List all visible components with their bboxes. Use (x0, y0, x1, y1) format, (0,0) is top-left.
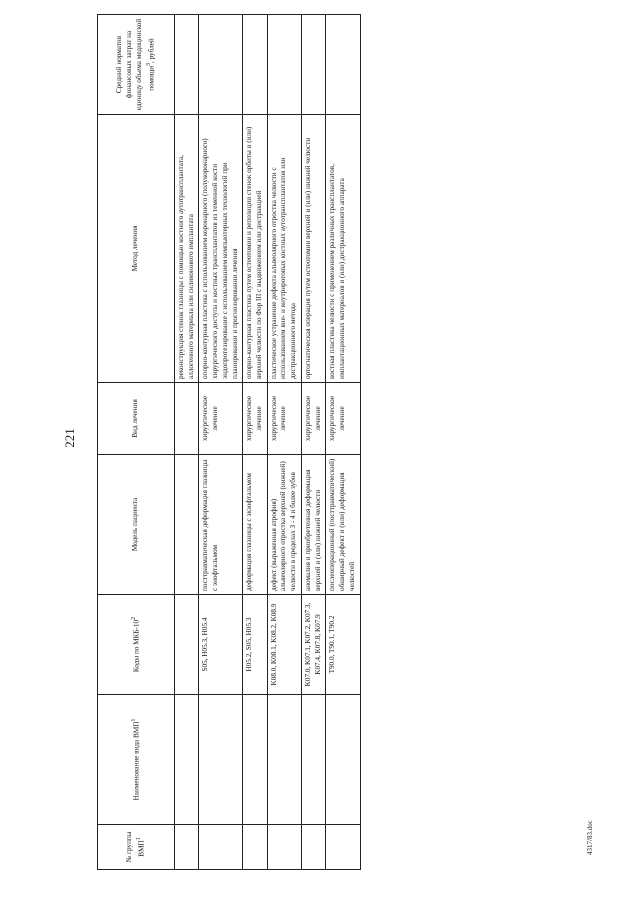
treatment-type: хирургическое лечение (301, 383, 325, 455)
patient-model: деформация глазницы с экзофтальмом (243, 455, 267, 595)
icd-codes: K07.0, K07.1, K07.2, K07.3, K07.4, K07.8, K07.9 (301, 595, 325, 695)
treatment-method: реконструкция стенок глазницы с помощью костного аутотрансплантата, аллогенного материала или силиконового имплантата (175, 115, 199, 383)
icd-codes: K08.0, K08.1, K08.2, K08.9 (267, 595, 301, 695)
treatment-method: пластическое устранение дефекта альвеолярного отростка челюсти с использованием вне- и внутриротовых костных аутотрансплантатов или дистракционного метода (267, 115, 301, 383)
col-method-header: Метод лечения (98, 115, 175, 383)
patient-model: аномалия и приобретенная деформация верхней и (или) нижней челюсти (301, 455, 325, 595)
table-row (175, 15, 199, 870)
table-row (199, 15, 243, 870)
table-row (326, 15, 360, 870)
icd-codes: S05, H05.3, H05.4 (199, 595, 243, 695)
treatment-type: хирургическое лечение (267, 383, 301, 455)
col-type-header: Вид лечения (98, 383, 175, 455)
icd-codes: T90.0, T90.1, T90.2 (326, 595, 360, 695)
document-code: 4317/83.doc (586, 820, 594, 855)
icd-codes: H05.2, S05, H05.3 (243, 595, 267, 695)
col-codes-header: Коды по МКБ-$10^2$ (98, 595, 175, 695)
col-group-header: № группы ВМП$^1$ (98, 825, 175, 870)
treatment-type: хирургическое лечение (199, 383, 243, 455)
treatment-method: костная пластика челюсти с применением различных трансплантатов, имплантационных материалов и (или) дистракционного аппарата (326, 115, 360, 383)
patient-model: дефект (выраженная атрофия) альвеолярного отростка верхней (нижней) челюсти в пределах 3 - 4 и более зубов (267, 455, 301, 595)
treatment-type: хирургическое лечение (243, 383, 267, 455)
col-model-header: Модель пациента (98, 455, 175, 595)
patient-model: послеоперационный (посттравматический) обширный дефект и (или) деформация челюстей (326, 455, 360, 595)
table-row (301, 15, 325, 870)
table-row (243, 15, 267, 870)
table-row (267, 15, 301, 870)
patient-model (175, 455, 199, 595)
icd-codes (175, 595, 199, 695)
patient-model: посттравматическая деформация глазницы с энофтальмом (199, 455, 243, 595)
page-number: 221 (62, 428, 77, 448)
treatment-type (175, 383, 199, 455)
col-name-header: Наименование вида ВМП$^1$ (98, 695, 175, 825)
header-row (98, 15, 175, 870)
treatment-method: опорно-контурная пластика с использованием коронарного (полукоронарного) хирургического доступа и костных трансплантатов из теменной кости эндопротезирование с использованием компьютерных технологий при планировании и прогнозировании лечения (199, 115, 243, 383)
treatment-method: опорно-контурная пластика путем остеотомии и репозиции стенок орбиты и (или) верхней челюсти по Фор III с выдвижением или дистракцией (243, 115, 267, 383)
col-cost-header: Средний норматив финансовых затрат на единицу объема медицинской помощи$^3$, рублей (98, 15, 175, 115)
treatment-table (97, 14, 361, 870)
treatment-method: ортогнатическая операция путем остеотомии верхней и (или) нижней челюсти (301, 115, 325, 383)
table-container (97, 15, 612, 870)
treatment-type: хирургическое лечение (326, 383, 360, 455)
